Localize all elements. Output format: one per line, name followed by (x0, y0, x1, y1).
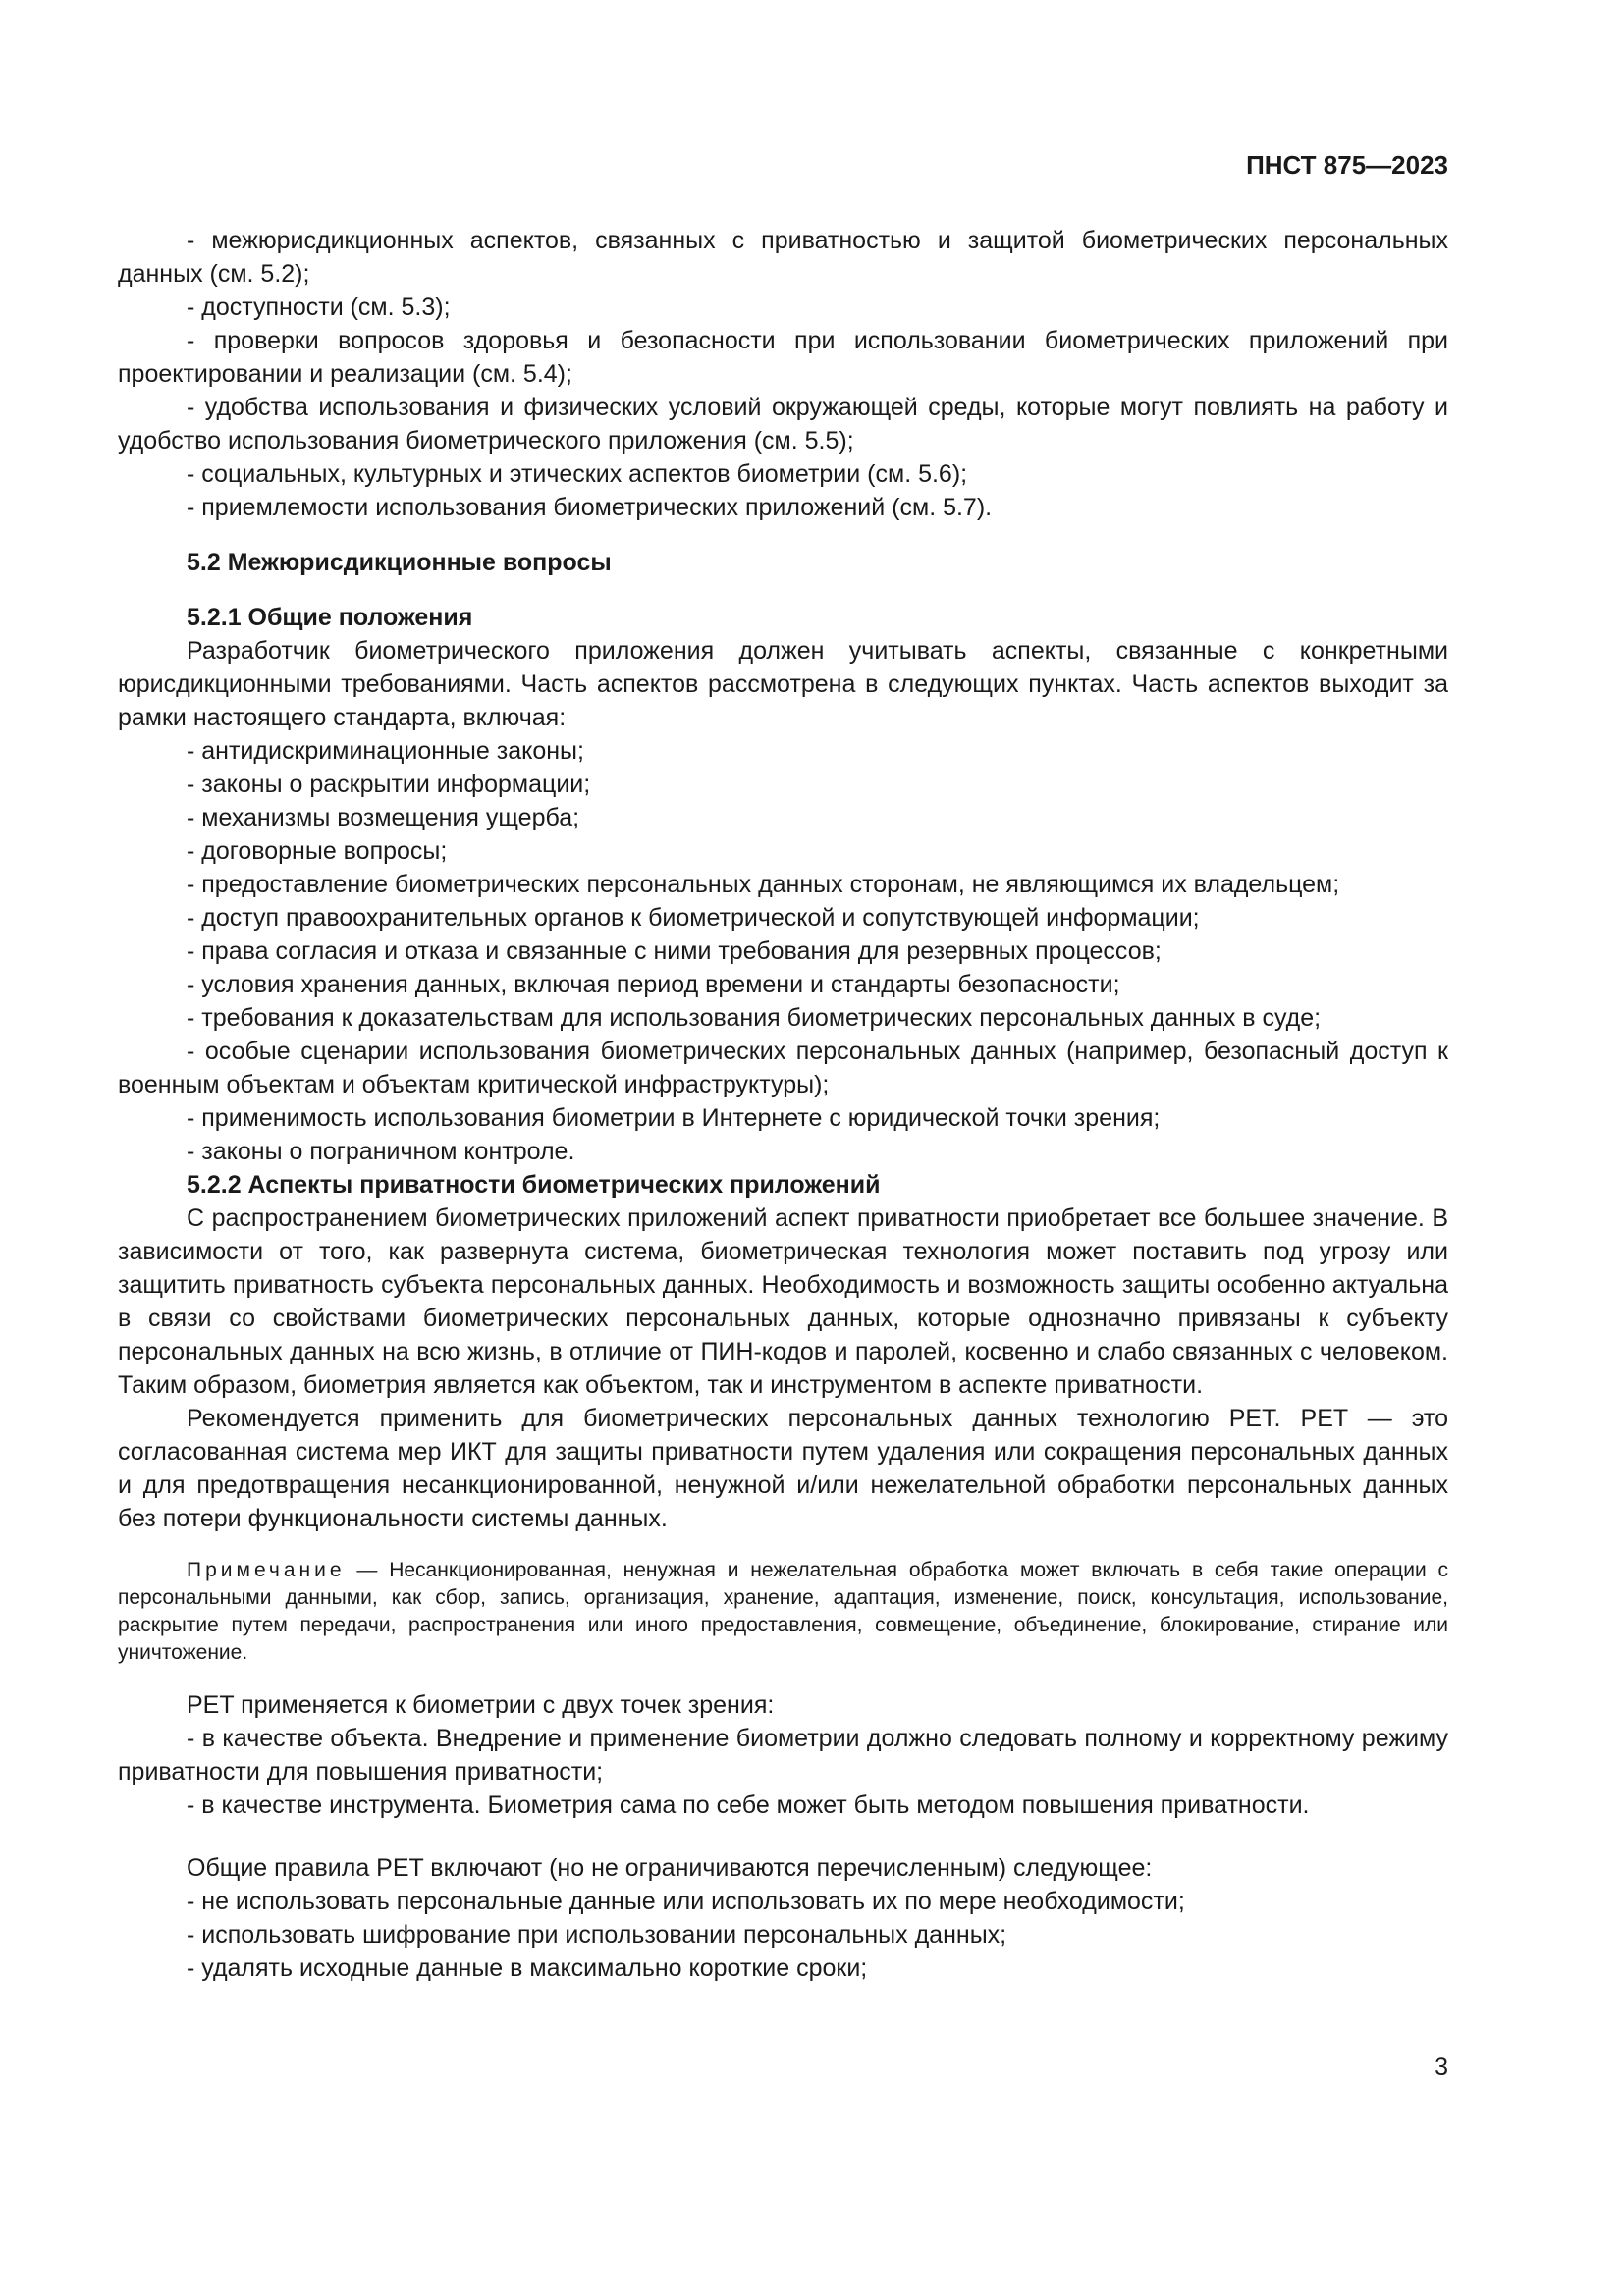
list-item: - механизмы возмещения ущерба; (187, 804, 580, 831)
note-text: — Несанкционированная, ненужная и нежелательная обработка может включать в себя такие операции с персональными данными, как сбор, запись, организация, хранение, адаптация, изменение, поиск, консультация, использование, раскрытие путем передачи, распространения или иного предоставления, совмещение, объединение, блокирование, стирание или уничтожение. (118, 1559, 1448, 1664)
list-item: - требования к доказательствам для использования биометрических персональных данных в суде; (187, 1004, 1322, 1032)
document-body (118, 224, 1448, 1985)
list-item: - условия хранения данных, включая период времени и стандарты безопасности; (187, 971, 1120, 998)
list-item: - законы о пограничном контроле. (187, 1138, 575, 1165)
page-number: 3 (1435, 2054, 1448, 2081)
intro-item: - приемлемости использования биометрических приложений (см. 5.7). (187, 494, 993, 521)
document-page (118, 0, 1448, 2296)
paragraph-5-2-1-intro: Разработчик биометрического приложения должен учитывать аспекты, связанные с конкретными юрисдикционными требованиями. Часть аспектов рассмотрена в следующих пунктах. Часть аспектов выходит за рамки настоящего стандарта, включая: (118, 637, 1448, 731)
list-item: - договорные вопросы; (187, 837, 448, 865)
paragraph-5-2-2-second: Рекомендуется применить для биометрических персональных данных технологию PET. PET — это согласованная система мер ИКТ для защиты приватности путем удаления или сокращения персональных данных и для предотвращения несанкционированной, ненужной и/или нежелательной обработки персональных данных без потери функциональности системы данных. (118, 1405, 1448, 1532)
list-item: - не использовать персональные данные или использовать их по мере необходимости; (187, 1888, 1185, 1915)
list-item: - законы о раскрытии информации; (187, 771, 591, 798)
list-item: - использовать шифрование при использовании персональных данных; (187, 1921, 1007, 1949)
list-item: - в качестве объекта. Внедрение и применение биометрии должно следовать полному и корректному режиму приватности для повышения приватности; (118, 1725, 1448, 1786)
list-item: - доступ правоохранительных органов к биометрической и сопутствующей информации; (187, 904, 1200, 932)
list-item: - предоставление биометрических персональных данных сторонам, не являющимся их владельцем; (187, 871, 1340, 898)
pet-intro: PET применяется к биометрии с двух точек зрения: (187, 1691, 775, 1719)
note-label: Примечание (187, 1559, 346, 1581)
section-heading-5-2-2: 5.2.2 Аспекты приватности биометрических приложений (187, 1171, 881, 1199)
document-id: ПНСТ 875—2023 (1246, 150, 1448, 180)
section-heading-5-2: 5.2 Межюрисдикционные вопросы (187, 549, 612, 576)
intro-item: - доступности (см. 5.3); (187, 294, 451, 321)
list-item: - в качестве инструмента. Биометрия сама по себе может быть методом повышения приватности. (187, 1791, 1310, 1819)
list-item: - антидискриминационные законы; (187, 737, 584, 765)
intro-item: - проверки вопросов здоровья и безопасности при использовании биометрических приложений при проектировании и реализации (см. 5.4); (118, 327, 1448, 388)
list-item: - права согласия и отказа и связанные с ними требования для резервных процессов; (187, 937, 1162, 965)
intro-item: - социальных, культурных и этических аспектов биометрии (см. 5.6); (187, 460, 968, 488)
list-item: - удалять исходные данные в максимально короткие сроки; (187, 1954, 868, 1982)
paragraph-5-2-2-first: С распространением биометрических приложений аспект приватности приобретает все большее значение. В зависимости от того, как развернута система, биометрическая технология может поставить под угрозу или защитить приватность субъекта персональных данных. Необходимость и возможность защиты особенно актуальна в связи со свойствами биометрических персональных данных, которые однозначно привязаны к субъекту персональных данных на всю жизнь, в отличие от ПИН-кодов и паролей, косвенно и слабо связанных с человеком. Таким образом, биометрия является как объектом, так и инструментом в аспекте приватности. (118, 1204, 1448, 1399)
rules-intro: Общие правила PET включают (но не ограничиваются перечисленным) следующее: (187, 1854, 1153, 1882)
list-item: - особые сценарии использования биометрических персональных данных (например, безопасный доступ к военным объектам и объектам критической инфраструктуры); (118, 1038, 1448, 1098)
list-item: - применимость использования биометрии в Интернете с юридической точки зрения; (187, 1104, 1161, 1132)
intro-item: - межюрисдикционных аспектов, связанных с приватностью и защитой биометрических персональных данных (см. 5.2); (118, 227, 1448, 288)
section-heading-5-2-1: 5.2.1 Общие положения (187, 604, 473, 631)
intro-item: - удобства использования и физических условий окружающей среды, которые могут повлиять на работу и удобство использования биометрического приложения (см. 5.5); (118, 394, 1448, 454)
note (118, 1557, 1448, 1667)
